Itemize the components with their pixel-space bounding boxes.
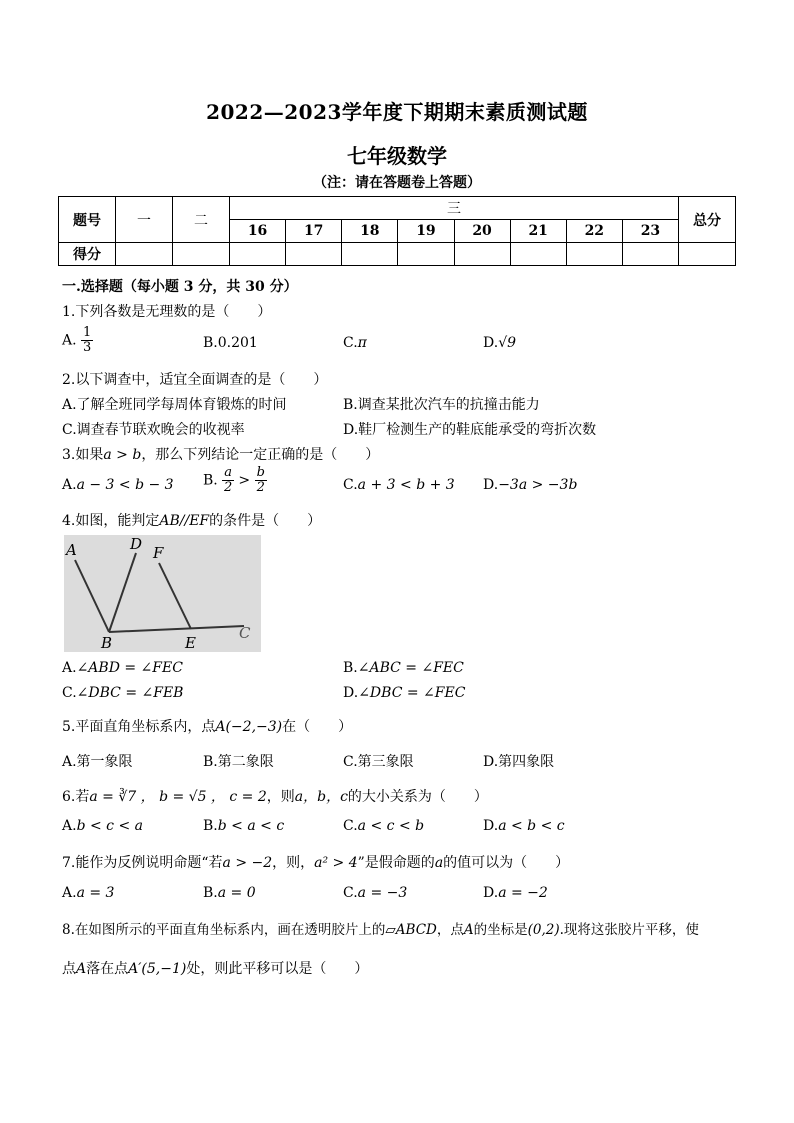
q5-option-b: B.第二象限 (203, 754, 274, 770)
fraction-numerator: a (224, 465, 232, 480)
q8-stem-line1 (62, 918, 699, 938)
q3-stem (62, 444, 379, 464)
q4-stem-math: AB//EF (159, 513, 210, 529)
q6-option-c (343, 818, 424, 834)
line-ef (159, 563, 191, 629)
q4-figure-svg (64, 535, 261, 652)
q2-option-d: D.鞋厂检测生产的鞋底能承受的弯折次数 (343, 422, 597, 438)
q4-a-value: ∠ABD = ∠FEC (76, 660, 183, 676)
sub-cell-19: 19 (398, 220, 454, 243)
q7-stem-math2: a² > 4 (314, 855, 358, 871)
q3-stem-math: a > b (103, 447, 142, 463)
label-d: D (130, 535, 143, 553)
q1-option-b: B.0.201 (203, 335, 258, 351)
q7-option-a (62, 885, 114, 901)
fraction-numerator: 1 (83, 325, 92, 340)
q7-option-c (343, 885, 407, 901)
q4-c-prefix: C. (62, 685, 77, 701)
q7-d-value: a = −2 (498, 885, 548, 901)
q6-d-prefix: D. (483, 818, 499, 834)
q3-stem-pre: 3.如果 (62, 447, 104, 463)
q8-line1-mid: ，点 (436, 922, 464, 938)
q7-stem-math3: a (434, 855, 444, 871)
label-a: A (66, 541, 77, 559)
q6-a-prefix: A. (62, 818, 77, 834)
q1-stem: 1.下列各数是无理数的是（ ） (62, 304, 272, 320)
q6-stem-math2: a，b，c (294, 789, 348, 805)
q7-stem-post: 的值可以为（ ） (443, 855, 570, 871)
score-table (58, 196, 736, 266)
q6-b-prefix: B. (203, 818, 218, 834)
q2-stem: 2.以下调查中，适宜全面调查的是（ ） (62, 372, 328, 388)
q3-b-fraction-2 (255, 466, 267, 495)
q8-line1-mid2: 的坐标是 (473, 922, 528, 938)
sub-cell-23: 23 (622, 220, 678, 243)
score-cell (679, 243, 736, 266)
line-bc (109, 626, 244, 632)
q6-b-value: b < a < c (217, 818, 285, 834)
q1-option-d (483, 335, 516, 351)
line-ab (75, 560, 109, 632)
q6-c-value: a < c < b (357, 818, 425, 834)
q8-line1-math: ▱ABCD (385, 922, 437, 938)
exam-note: （注：请在答题卷上答题） (313, 175, 481, 191)
sub-cell-21: 21 (510, 220, 566, 243)
exam-title: 2022—2023学年度下期期末素质测试题 (206, 100, 588, 124)
score-cell (566, 243, 622, 266)
q3-b-fraction-1 (222, 466, 234, 495)
score-cell (398, 243, 454, 266)
label-e: E (185, 634, 196, 652)
q4-a-prefix: A. (62, 660, 77, 676)
q3-option-a (62, 477, 174, 493)
q4-option-b (343, 660, 464, 676)
q1-d-value: √9 (498, 335, 517, 351)
header-cell-part2: 二 (173, 197, 230, 243)
q3-b-operator: > (238, 472, 251, 489)
q8-line1-math3: (0,2) (527, 922, 560, 938)
q7-stem-mid: ，则， (272, 855, 315, 871)
q4-option-d (343, 685, 465, 701)
fraction-numerator: b (256, 465, 265, 480)
q6-stem (62, 786, 488, 806)
q6-option-b (203, 818, 284, 834)
q4-stem-post: 的条件是（ ） (209, 513, 322, 529)
q8-stem-line2 (62, 958, 368, 978)
q5-stem-pre: 5.平面直角坐标系内，点 (62, 719, 216, 735)
q8-line2-math2: A′(5,−1) (128, 961, 187, 977)
q2-option-c: C.调查春节联欢晚会的收视率 (62, 422, 245, 438)
q6-c-prefix: C. (343, 818, 358, 834)
sub-cell-20: 20 (454, 220, 510, 243)
fraction-denominator: 2 (223, 480, 233, 495)
score-cell (342, 243, 398, 266)
q5-stem (62, 716, 352, 736)
label-f: F (153, 544, 164, 562)
q4-geometry-figure (64, 535, 261, 652)
q5-stem-post: 在（ ） (282, 719, 353, 735)
q3-c-value: a + 3 < b + 3 (357, 477, 455, 493)
q4-b-prefix: B. (343, 660, 358, 676)
q3-stem-post: ，那么下列结论一定正确的是（ ） (141, 447, 380, 463)
score-cell (510, 243, 566, 266)
section-title: 一.选择题（每小题 3 分，共 30 分） (62, 279, 298, 295)
q4-stem (62, 510, 321, 530)
score-row-label: 得分 (59, 243, 116, 266)
q6-stem-math: a = ∛7 ， b = √5 ， c = 2 (89, 789, 267, 805)
q2-option-b: B.调查某批次汽车的抗撞击能力 (343, 397, 540, 413)
q3-d-value: −3a > −3b (498, 477, 578, 493)
q7-d-prefix: D. (483, 885, 499, 901)
q4-d-prefix: D. (343, 685, 359, 701)
exam-subtitle: 七年级数学 (347, 144, 447, 168)
q3-option-d (483, 477, 577, 493)
q7-stem-pre: 7.能作为反例说明命题“若 (62, 855, 223, 871)
q7-a-prefix: A. (62, 885, 77, 901)
q3-a-prefix: A. (62, 477, 77, 493)
score-cell (286, 243, 342, 266)
sub-cell-22: 22 (566, 220, 622, 243)
q8-line2-post: 处，则此平移可以是（ ） (186, 961, 369, 977)
score-cell (116, 243, 173, 266)
score-cell (230, 243, 286, 266)
q8-line1-post: .现将这张胶片平移，使 (559, 922, 699, 938)
line-bd (109, 553, 136, 632)
q2-option-a: A.了解全班同学每周体育锻炼的时间 (62, 397, 287, 413)
q7-c-value: a = −3 (357, 885, 408, 901)
q3-option-b (203, 466, 267, 495)
q4-c-value: ∠DBC = ∠FEB (76, 685, 184, 701)
q5-option-a: A.第一象限 (62, 754, 133, 770)
q1-a-prefix: A. (62, 332, 77, 349)
header-cell-part3: 三 (230, 197, 679, 220)
sub-cell-17: 17 (286, 220, 342, 243)
q1-c-value: π (357, 335, 367, 351)
q4-stem-pre: 4.如图，能判定 (62, 513, 160, 529)
score-cell (622, 243, 678, 266)
q3-option-c (343, 477, 455, 493)
q6-a-value: b < c < a (76, 818, 143, 834)
q7-b-value: a = 0 (217, 885, 256, 901)
fraction-denominator: 2 (256, 480, 265, 495)
q1-option-a (62, 326, 93, 355)
q8-line2-math: A (76, 961, 87, 977)
q5-stem-math: A(−2,−3) (215, 719, 283, 735)
q6-d-value: a < b < c (498, 818, 565, 834)
q8-line2-mid: 落在点 (86, 961, 129, 977)
q3-a-value: a − 3 < b − 3 (76, 477, 174, 493)
label-b: B (101, 634, 113, 652)
q6-option-d (483, 818, 565, 834)
q1-option-c (343, 335, 367, 351)
q3-b-prefix: B. (203, 472, 218, 489)
q8-line1-pre: 8.在如图所示的平面直角坐标系内，画在透明胶片上的 (62, 922, 386, 938)
score-cell (173, 243, 230, 266)
q5-option-d: D.第四象限 (483, 754, 555, 770)
sub-cell-16: 16 (230, 220, 286, 243)
sub-cell-18: 18 (342, 220, 398, 243)
q1-a-fraction (81, 326, 93, 355)
q8-line1-math2: A (463, 922, 474, 938)
q6-stem-post: 的大小关系为（ ） (347, 789, 488, 805)
q4-option-a (62, 660, 183, 676)
q1-d-prefix: D. (483, 335, 499, 351)
q4-b-value: ∠ABC = ∠FEC (357, 660, 464, 676)
q7-option-b (203, 885, 256, 901)
q7-c-prefix: C. (343, 885, 358, 901)
q7-stem-mid2: ”是假命题的 (357, 855, 435, 871)
q6-option-a (62, 818, 143, 834)
q7-stem (62, 852, 569, 872)
q8-line2-pre: 点 (62, 961, 76, 977)
q7-stem-math: a > −2 (222, 855, 273, 871)
header-cell-total: 总分 (679, 197, 736, 243)
q3-d-prefix: D. (483, 477, 499, 493)
q1-c-prefix: C. (343, 335, 358, 351)
label-c: C (239, 624, 251, 642)
q4-option-c (62, 685, 183, 701)
fraction-denominator: 3 (83, 340, 92, 355)
header-cell-part1: 一 (116, 197, 173, 243)
q4-d-value: ∠DBC = ∠FEC (358, 685, 466, 701)
q7-option-d (483, 885, 548, 901)
q3-c-prefix: C. (343, 477, 358, 493)
q6-stem-mid: ，则 (266, 789, 295, 805)
q7-a-value: a = 3 (76, 885, 115, 901)
header-cell-number: 题号 (59, 197, 116, 243)
q5-option-c: C.第三象限 (343, 754, 414, 770)
score-cell (454, 243, 510, 266)
q6-stem-pre: 6.若 (62, 789, 90, 805)
q7-b-prefix: B. (203, 885, 218, 901)
